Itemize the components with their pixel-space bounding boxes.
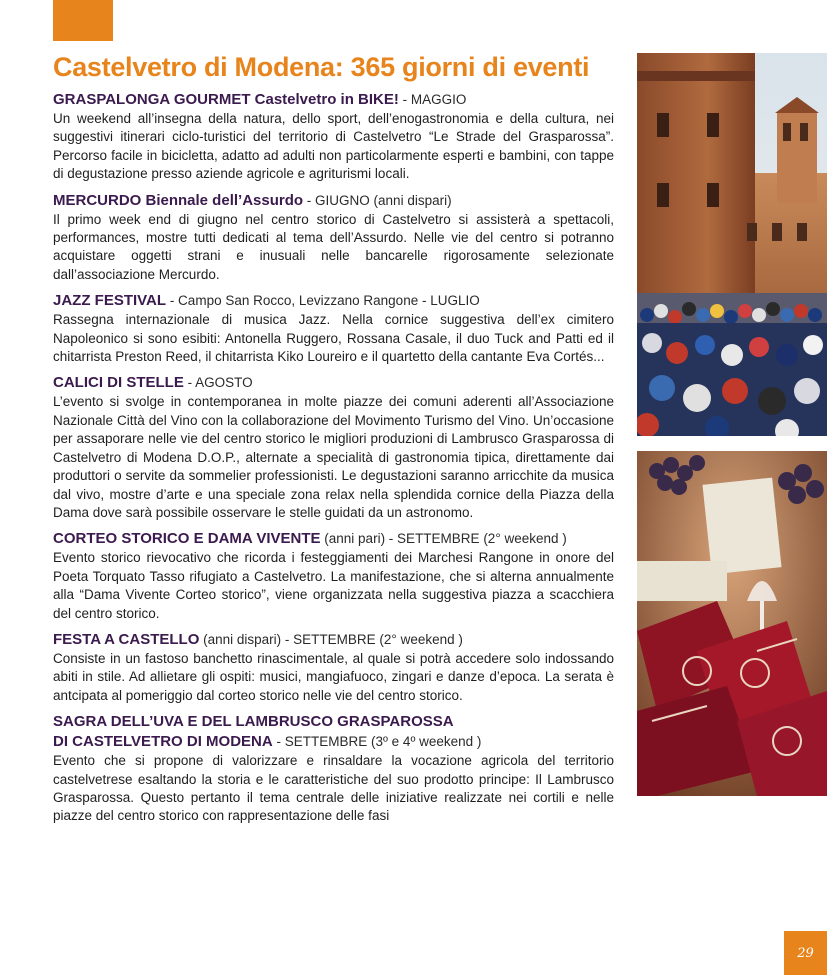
event-heading — [53, 191, 614, 211]
wine-tasting-table-photo — [637, 451, 827, 796]
event-meta: (anni pari) - SETTEMBRE (2° weekend ) — [320, 531, 567, 547]
orange-corner-tab — [53, 0, 113, 41]
event-heading — [53, 630, 614, 650]
event-graspalonga — [53, 90, 614, 184]
event-heading — [53, 90, 614, 110]
event-meta: - AGOSTO — [183, 375, 253, 391]
event-description: Evento storico rievocativo che ricorda i festeggiamenti dei Marchesi Rangone in onore del Poeta Torquato Tasso rifugiato a Castelvetro. La manifestazione, che si alterna annualmente alla “Dama Vivente Corteo storico”, viene organizzata nella suggestiva piazza a scacchiera del centro storico. — [53, 550, 614, 621]
event-name: CALICI DI STELLE — [53, 374, 184, 392]
event-heading — [53, 529, 614, 549]
event-heading — [53, 291, 614, 311]
event-description: Consiste in un fastoso banchetto rinascimentale, al quale si potrà accedere solo indossando abiti in stile. Ad allietare gli ospiti: musici, mangiafuoco, zingari e danze d’epoca. La serata è antcipata al pomeriggio dal corteo storico nelle vie del centro storico. — [53, 650, 614, 703]
town-square-cyclists-photo — [637, 53, 827, 436]
event-meta: - Campo San Rocco, Levizzano Rangone - LUGLIO — [166, 293, 480, 309]
event-description: L’evento si svolge in contemporanea in molte piazze dei comuni aderenti all’Associazione Nazionale Città del Vino con la collaborazione del Movimento Turismo del Vino. Un’occasione per assaporare nelle vie del centro storico le migliori produzioni di Lambrusco Grasparossa di Castelvetro di Modena D.O.P., alternate a specialità di gastronomia tipica, direttamente dai produttori o servite da sommelier professionisti. Le degustazioni saranno arricchite da musica dal vivo, mostre d’arte e una speciale zona relax nella splendida cornice della Piazza della Dama dove sarà possibile osservare le stelle guidati da un astronomo. — [53, 394, 614, 520]
event-calici-di-stelle — [53, 373, 614, 522]
wine-table-illustration — [637, 451, 827, 796]
event-name: FESTA A CASTELLO — [53, 630, 200, 648]
event-description: Il primo week end di giugno nel centro storico di Castelvetro si assisterà a spettacoli, performances, mostre tutti dedicati al tema dell’Assurdo. Nelle vie del centro si potranno acquistare oggetti strani e inusuali nelle bancarelle rigorosamente selezionate dall’associazione Mercurdo. — [53, 211, 614, 282]
event-heading — [53, 712, 614, 752]
event-mercurdo — [53, 191, 614, 285]
event-name: GRASPALONGA GOURMET Castelvetro in BIKE! — [53, 91, 399, 108]
event-name-line1: SAGRA DELL’UVA E DEL LAMBRUSCO GRASPAROSSA — [53, 713, 454, 731]
event-meta: - GIUGNO (anni dispari) — [303, 192, 452, 208]
event-sagra-dell-uva — [53, 712, 614, 826]
event-name: CORTEO STORICO E DAMA VIVENTE — [53, 530, 321, 548]
event-corteo-storico — [53, 529, 614, 623]
event-description: Un weekend all’insegna della natura, dello sport, dell’enogastronomia e della cultura, nei suggestivi itinerari ciclo-turistici del territorio di Castelvetro “Le Strade del Grasparossa”. Percorso facile in bicicletta, adatto ad adulti non particolarmente esperti e bambini, con tappe di degustazione presso aziende agricole e agriturismi locali. — [53, 111, 614, 182]
event-festa-a-castello — [53, 630, 614, 705]
event-name-line2: DI CASTELVETRO DI MODENA — [53, 733, 273, 751]
page-number-badge: 29 — [784, 931, 827, 975]
event-jazz-festival — [53, 291, 614, 366]
event-heading — [53, 373, 614, 393]
event-meta: - SETTEMBRE (3º e 4º weekend ) — [272, 734, 482, 750]
event-meta: (anni dispari) - SETTEMBRE (2° weekend ) — [199, 631, 463, 647]
town-square-illustration — [637, 53, 827, 436]
page-title: Castelvetro di Modena: 365 giorni di eventi — [53, 52, 590, 82]
event-description: Evento che si propone di valorizzare e rinsaldare la vocazione agricola del territorio castelvetrese esaltando la storia e le caratteristiche del suo prodotto principe: Il Lambrusco Grasparossa. Questo pertanto il tema centrale delle iniziative realizzate nei cortili e nelle piazze del centro storico con rappresentazione delle fasi — [53, 753, 614, 824]
event-name: MERCURDO Biennale dell’Assurdo — [53, 191, 304, 209]
event-description: Rassegna internazionale di musica Jazz. Nella cornice suggestiva dell’ex cimitero Napoleonico si sono esibiti: Antonella Ruggero, Rossana Casale, il duo Tuck and Patti ed il chitarrista Preston Reed, il chitarrista Kiko Loureiro e il quartetto della cantante Eva Cortés... — [53, 312, 614, 365]
events-column — [53, 90, 614, 833]
event-meta: - MAGGIO — [398, 92, 467, 107]
event-name: JAZZ FESTIVAL — [53, 292, 167, 310]
